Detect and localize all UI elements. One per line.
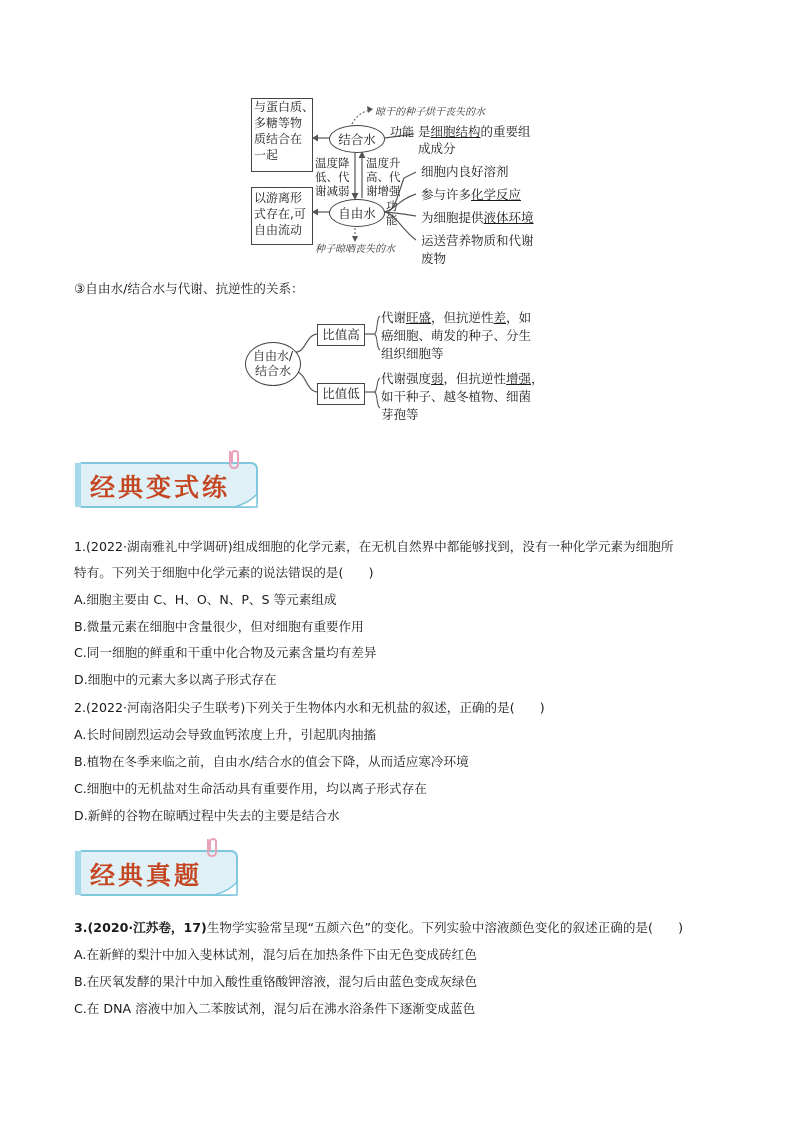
ratio-low-line1: [381, 370, 544, 388]
free-function-transport: [421, 233, 534, 267]
q3-option-b: B.在厌氧发酵的果汁中加入酸性重铬酸钾溶液，混匀后由蓝色变成灰绿色: [74, 974, 478, 989]
key-term: 差: [493, 310, 507, 325]
free-water-oval: [329, 199, 385, 227]
bound-water-state-box: [251, 98, 313, 172]
note-free-water-loss: 种子晾晒丧失的水: [315, 244, 395, 255]
q1-option-d: D.细胞中的元素大多以离子形式存在: [74, 672, 277, 687]
section3-title: ③自由水/结合水与代谢、抗逆性的关系：: [74, 281, 304, 296]
section-banner-real-exam: [74, 846, 244, 898]
ratio-low-description: [381, 370, 544, 424]
q1-option-b: B.微量元素在细胞中含量很少，但对细胞有重要作用: [74, 619, 364, 634]
banner-title: 经典真题: [90, 861, 203, 890]
conv-up-line: 谢增强: [366, 184, 401, 198]
bound-function-line2: 成成分: [418, 141, 456, 156]
diagram1-connectors: [0, 0, 794, 280]
free-water-label: 自由水: [338, 206, 376, 221]
conversion-down-text: [315, 156, 350, 198]
q3-source: 3.(2020·江苏卷，17): [74, 920, 207, 935]
q3-stem-text: 生物学实验常呈现“五颜六色”的变化。下列实验中溶液颜色变化的叙述正确的是( ): [206, 920, 684, 935]
bound-box-line: 质结合在: [254, 132, 303, 146]
bound-box-line: 多糖等物: [254, 116, 303, 130]
bound-box-line: 一起: [254, 148, 279, 162]
q2-option-b: B.植物在冬季来临之前，自由水/结合水的值会下降，从而适应寒冷环境: [74, 754, 469, 769]
ratio-low-line3: 芽孢等: [381, 407, 419, 422]
ratio-oval-line: 自由水/: [252, 349, 294, 363]
free-function-char: 能: [386, 213, 398, 227]
q1-stem-line2: 特有。下列关于细胞中化学元素的说法错误的是( ): [74, 565, 374, 580]
q1-option-c: C.同一细胞的鲜重和干重中化合物及元素含量均有差异: [74, 645, 377, 660]
text-part: ，但抗逆性: [443, 371, 507, 386]
q2-option-c: C.细胞中的无机盐对生命活动具有重要作用，均以离子形式存在: [74, 781, 427, 796]
conversion-up-text: [366, 156, 401, 198]
free-function-environment: [421, 210, 534, 226]
free-function-env-pre: 为细胞提供: [421, 210, 484, 225]
text-part: 代谢强度: [381, 371, 432, 386]
key-term: 弱: [431, 371, 444, 386]
text-part: ，: [531, 371, 544, 386]
text-part: ，如: [506, 310, 532, 325]
banner-title: 经典变式练: [90, 473, 231, 502]
conv-up-line: 高、代: [366, 170, 401, 184]
conv-up-line: 温度升: [366, 156, 401, 170]
free-function-reaction-key: 化学反应: [471, 187, 522, 202]
free-function-transport-line: 废物: [421, 251, 447, 266]
bound-function-part: 是: [418, 124, 431, 139]
conv-down-line: 温度降: [315, 156, 350, 170]
free-function-label: [386, 199, 398, 227]
q1-stem-line1: 1.(2022·湖南雅礼中学调研)组成细胞的化学元素，在无机自然界中都能够找到，没有一种化学元素为细胞所: [74, 539, 674, 554]
free-function-solvent: 细胞内良好溶剂: [421, 164, 509, 179]
free-box-line: 自由流动: [254, 223, 303, 237]
paperclip-icon: [224, 448, 246, 470]
ratio-oval: [245, 342, 301, 386]
ratio-low-label: 比值低: [322, 386, 360, 401]
text-part: 代谢: [381, 310, 407, 325]
free-function-reaction: [421, 187, 521, 203]
bound-water-oval: [329, 125, 385, 153]
ratio-high-box: [317, 324, 365, 346]
ratio-low-line2: 如干种子、越冬植物、细菌: [381, 389, 532, 404]
free-box-line: 以游离形: [254, 191, 303, 205]
free-function-char: 功: [386, 199, 398, 213]
bound-function-text: [418, 124, 531, 140]
ratio-oval-line: 结合水: [254, 364, 291, 378]
q2-stem: 2.(2022·河南洛阳尖子生联考)下列关于生物体内水和无机盐的叙述，正确的是( ): [74, 700, 545, 715]
key-term: 增强: [506, 371, 532, 386]
key-term: 旺盛: [406, 310, 432, 325]
ratio-high-line1: [381, 309, 531, 327]
conv-down-line: 谢减弱: [315, 184, 350, 198]
q2-option-d: D.新鲜的谷物在晾晒过程中失去的主要是结合水: [74, 808, 340, 823]
bound-function-keyword: 细胞结构: [430, 124, 481, 139]
q3-option-a: A.在新鲜的梨汁中加入斐林试剂，混匀后在加热条件下由无色变成砖红色: [74, 947, 477, 962]
bound-water-label: 结合水: [338, 132, 376, 147]
section-banner-variants: [74, 458, 264, 510]
free-function-reaction-pre: 参与许多: [421, 187, 472, 202]
q3-option-c: C.在 DNA 溶液中加入二苯胺试剂，混匀后在沸水浴条件下逐渐变成蓝色: [74, 1001, 476, 1016]
ratio-high-description: [381, 309, 531, 363]
ratio-high-label: 比值高: [322, 327, 360, 342]
free-function-transport-line: 运送营养物质和代谢: [421, 233, 534, 248]
note-bound-water-loss: 晾干的种子烘干丧失的水: [375, 107, 485, 118]
free-water-state-box: [251, 187, 313, 245]
conv-down-line: 低、代: [315, 170, 350, 184]
ratio-low-box: [317, 383, 365, 405]
bound-function-part: 的重要组: [480, 124, 531, 139]
ratio-high-line2: 癌细胞、萌发的种子、分生: [381, 328, 532, 343]
bound-box-line: 与蛋白质、: [254, 100, 315, 114]
ratio-high-line3: 组织细胞等: [381, 346, 444, 361]
text-part: ，但抗逆性: [431, 310, 494, 325]
q1-option-a: A.细胞主要由 C、H、O、N、P、S 等元素组成: [74, 592, 337, 607]
free-box-line: 式存在,可: [254, 207, 306, 221]
free-function-env-key: 液体环境: [483, 210, 534, 225]
q2-option-a: A.长时间剧烈运动会导致血钙浓度上升，引起肌肉抽搐: [74, 727, 377, 742]
bound-function-prefix: 功能: [390, 125, 415, 139]
q3-stem: [74, 920, 683, 936]
paperclip-icon: [202, 836, 224, 858]
